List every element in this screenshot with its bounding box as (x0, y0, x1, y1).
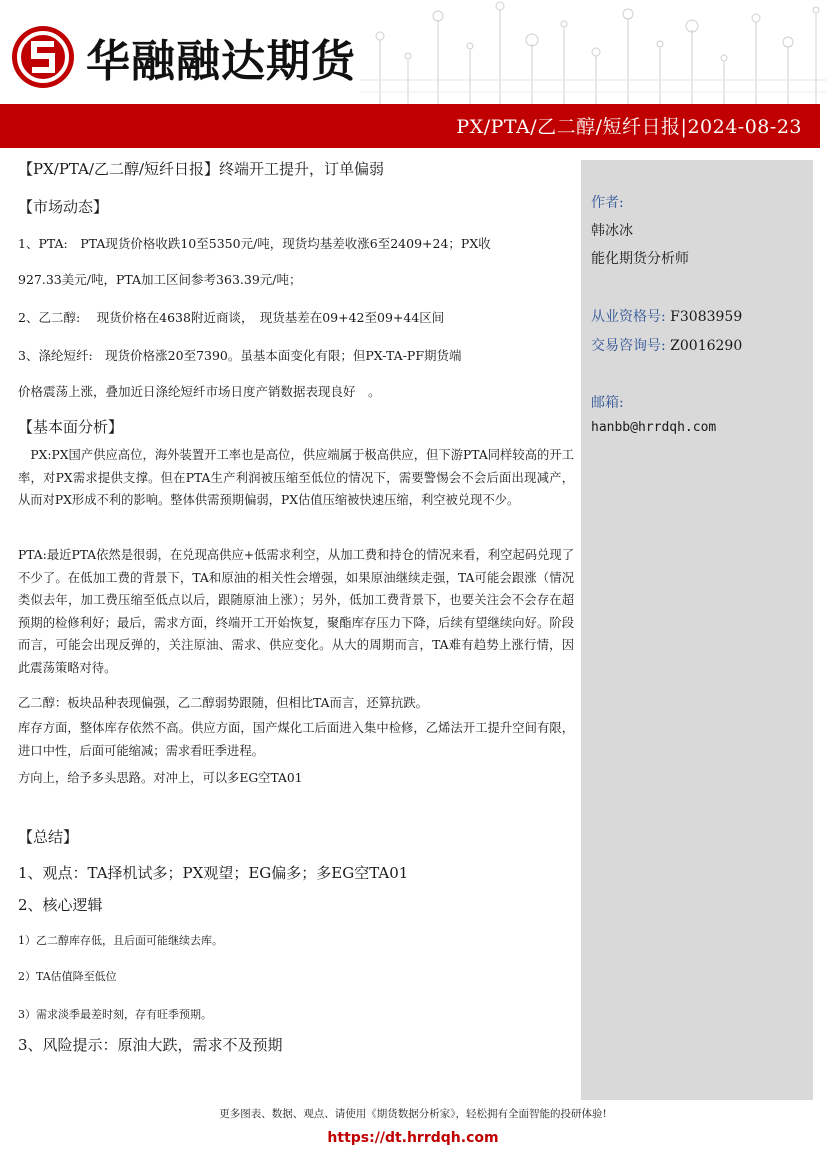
footer-link[interactable]: https://dt.hrrdqh.com (327, 1130, 499, 1146)
logic-item-1: 1）乙二醇库存低，且后面可能继续去库。 (18, 934, 223, 947)
report-title: PX/PTA/乙二醇/短纤日报|2024-08-23 (456, 116, 802, 138)
paragraph-eg-1: 乙二醇：板块品种表现偏强，乙二醇弱势跟随，但相比TA而言，还算抗跌。 (18, 696, 428, 710)
market-item-pta-line2: 927.33美元/吨，PTA加工区间参考363.39元/吨； (18, 272, 302, 287)
logic-item-3: 3）需求淡季最差时刻，存有旺季预期。 (18, 1008, 212, 1021)
title-band (0, 104, 820, 148)
company-logo (10, 22, 356, 92)
decorative-pattern (360, 0, 826, 104)
consult-value: Z0016290 (670, 338, 743, 354)
company-name: 华融融达期货 (86, 36, 356, 87)
summary-logic-heading: 2、核心逻辑 (18, 896, 103, 914)
email-value[interactable]: hanbb@hrrdqh.com (591, 420, 717, 435)
market-item-pta-line1: 1、PTA: PTA现货价格收跌10至5350元/吨，现货均基差收涨6至2409+24；PX收 (18, 236, 491, 251)
paragraph-direction: 方向上，给予多头思路。对冲上，可以多EG空TA01 (18, 771, 303, 785)
license-value: F3083959 (670, 309, 743, 325)
paragraph-pta: PTA:最近PTA依然是很弱，在兑现高供应+低需求利空，从加工费和持仓的情况来看，利空起码兑现了不少了。在低加工费的背景下，TA和原油的相关性会增强，如果原油继续走强，TA可能会跟涨（情况类似去年，加工费压缩至低点以后，跟随原油上涨）；另外，低加工费背景下，也要关注会不会存在超预期的检修利好；最后，需求方面，终端开工开始恢复，聚酯库存压力下降，后续有望继续向好。阶段而言，可能会出现反弹的，关注原油、需求、供应变化。从大的周期而言，TA难有趋势上涨行情，因此震荡策略对待。 (18, 548, 574, 675)
market-item-eg: 2、乙二醇: 现货价格在4638附近商谈， 现货基差在09+42至09+44区间 (18, 310, 445, 325)
author-title: 能化期货分析师 (591, 251, 689, 267)
consult-number (591, 335, 742, 355)
report-headline: 【PX/PTA/乙二醇/短纤日报】终端开工提升，订单偏弱 (18, 160, 385, 178)
summary-heading: 【总结】 (18, 828, 79, 846)
summary-view: 1、观点：TA择机试多；PX观望；EG偏多；多EG空TA01 (18, 864, 409, 882)
company-logo-icon (10, 24, 76, 90)
email-label: 邮箱: (591, 395, 624, 411)
footer-promo: 更多图表、数据、观点、请使用《期货数据分析家》，轻松拥有全面智能的投研体验! (219, 1108, 607, 1120)
logic-item-2: 2）TA估值降至低位 (18, 970, 117, 983)
author-name: 韩冰冰 (591, 223, 633, 239)
fundamental-heading: 【基本面分析】 (18, 418, 124, 436)
license-label: 从业资格号: (591, 309, 666, 325)
consult-label: 交易咨询号: (591, 338, 666, 354)
author-label: 作者: (591, 195, 624, 211)
market-item-psf-line2: 价格震荡上涨，叠加近日涤纶短纤市场日度产销数据表现良好 。 (18, 384, 381, 399)
author-sidebar (581, 160, 813, 1100)
report-header (0, 0, 826, 148)
summary-risk: 3、风险提示：原油大跌，需求不及预期 (18, 1036, 283, 1054)
paragraph-px: PX:PX国产供应高位，海外装置开工率也是高位，供应端属于极高供应，但下游PTA同样较高的开工率，对PX需求提供支撑。但在PTA生产利润被压缩至低位的情况下，需要警惕会不会后面出现减产，从而对PX形成不利的影响。整体供需预期偏弱，PX估值压缩被快速压缩，利空被兑现不少。 (18, 448, 574, 508)
market-item-psf-line1: 3、涤纶短纤: 现货价格涨20至7390。虽基本面变化有限；但PX-TA-PF期货端 (18, 348, 462, 363)
license-number (591, 306, 742, 326)
market-heading: 【市场动态】 (18, 198, 109, 216)
paragraph-eg-2: 库存方面，整体库存依然不高。供应方面，国产煤化工后面进入集中检修，乙烯法开工提升空间有限，进口中性，后面可能缩减；需求看旺季进程。 (18, 721, 574, 758)
